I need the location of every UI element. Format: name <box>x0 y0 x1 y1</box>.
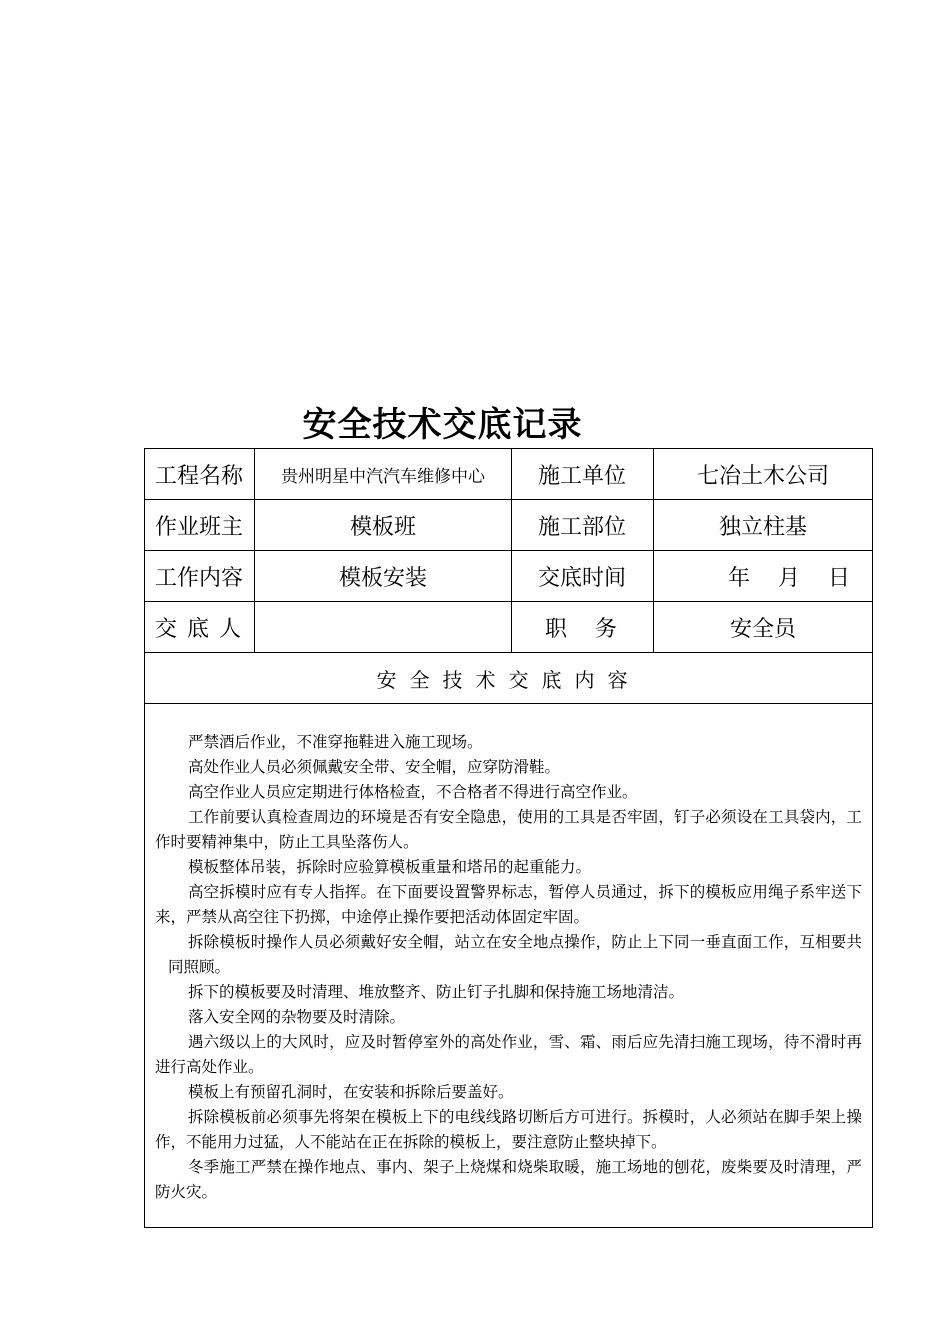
construction-unit-label: 施工单位 <box>512 449 654 500</box>
section-title: 安全技术交底内容 <box>145 653 873 704</box>
content-paragraph: 高空拆模时应有专人指挥。在下面要设置警界标志，暂停人员通过，拆下的模板应用绳子系牢送下来，严禁从高空往下扔掷，中途停止操作要把活动体固定牢固。 <box>155 883 862 926</box>
table-row <box>145 653 873 704</box>
handover-person-label: 交底人 <box>145 602 255 653</box>
content-paragraph: 高处作业人员必须佩戴安全带、安全帽，应穿防滑鞋。 <box>188 758 561 776</box>
table-row <box>145 500 873 551</box>
position-label: 职 务 <box>512 602 654 653</box>
content-paragraph: 拆除模板前必须事先将架在模板上下的电线线路切断后方可进行。拆模时，人必须站在脚手架上操作，不能用力过猛，人不能站在正在拆除的模板上，要注意防止整块掉下。 <box>155 1108 862 1151</box>
construction-unit-value: 七冶土木公司 <box>654 449 873 500</box>
construction-part-label: 施工部位 <box>512 500 654 551</box>
handover-time-label: 交底时间 <box>512 551 654 602</box>
content-paragraph: 模板整体吊装，拆除时应验算模板重量和塔吊的起重能力。 <box>188 858 592 876</box>
team-label: 作业班主 <box>145 500 255 551</box>
content-paragraph: 严禁酒后作业，不准穿拖鞋进入施工现场。 <box>188 733 483 751</box>
table-row <box>145 551 873 602</box>
handover-date-value: 年 月 日 <box>654 551 873 602</box>
table-row <box>145 704 873 1228</box>
project-name-value: 贵州明星中汽汽车维修中心 <box>255 449 512 500</box>
handover-person-value <box>255 602 512 653</box>
content-paragraph: 拆除模板时操作人员必须戴好安全帽，站立在安全地点操作，防止上下同一垂直面工作，互相要共同照顾。 <box>168 933 862 976</box>
construction-part-value: 独立柱基 <box>654 500 873 551</box>
project-name-label: 工程名称 <box>145 449 255 500</box>
content-paragraph: 工作前要认真检查周边的环境是否有安全隐患，使用的工具是否牢固，钉子必须设在工具袋内，工作时要精神集中，防止工具坠落伤人。 <box>155 808 862 851</box>
table-row <box>145 602 873 653</box>
content-cell <box>145 704 873 1228</box>
content-paragraph: 遇六级以上的大风时，应及时暂停室外的高处作业，雪、霜、雨后应先清扫施工现场，待不滑时再进行高处作业。 <box>155 1033 862 1076</box>
work-content-value: 模板安装 <box>255 551 512 602</box>
content-paragraph: 冬季施工严禁在操作地点、事内、架子上烧煤和烧柴取暖，施工场地的刨花，废柴要及时清理，严防火灾。 <box>155 1158 862 1201</box>
position-value: 安全员 <box>654 602 873 653</box>
table-row <box>145 449 873 500</box>
safety-record-table <box>144 448 873 1228</box>
page-title: 安全技术交底记录 <box>302 405 583 445</box>
content-paragraph: 高空作业人员应定期进行体格检查，不合格者不得进行高空作业。 <box>188 783 638 801</box>
content-paragraph: 模板上有预留孔洞时，在安装和拆除后要盖好。 <box>188 1083 514 1101</box>
content-paragraph: 落入安全网的杂物要及时清除。 <box>188 1008 406 1026</box>
content-paragraph: 拆下的模板要及时清理、堆放整齐、防止钉子扎脚和保持施工场地清洁。 <box>188 983 685 1001</box>
team-value: 模板班 <box>255 500 512 551</box>
work-content-label: 工作内容 <box>145 551 255 602</box>
